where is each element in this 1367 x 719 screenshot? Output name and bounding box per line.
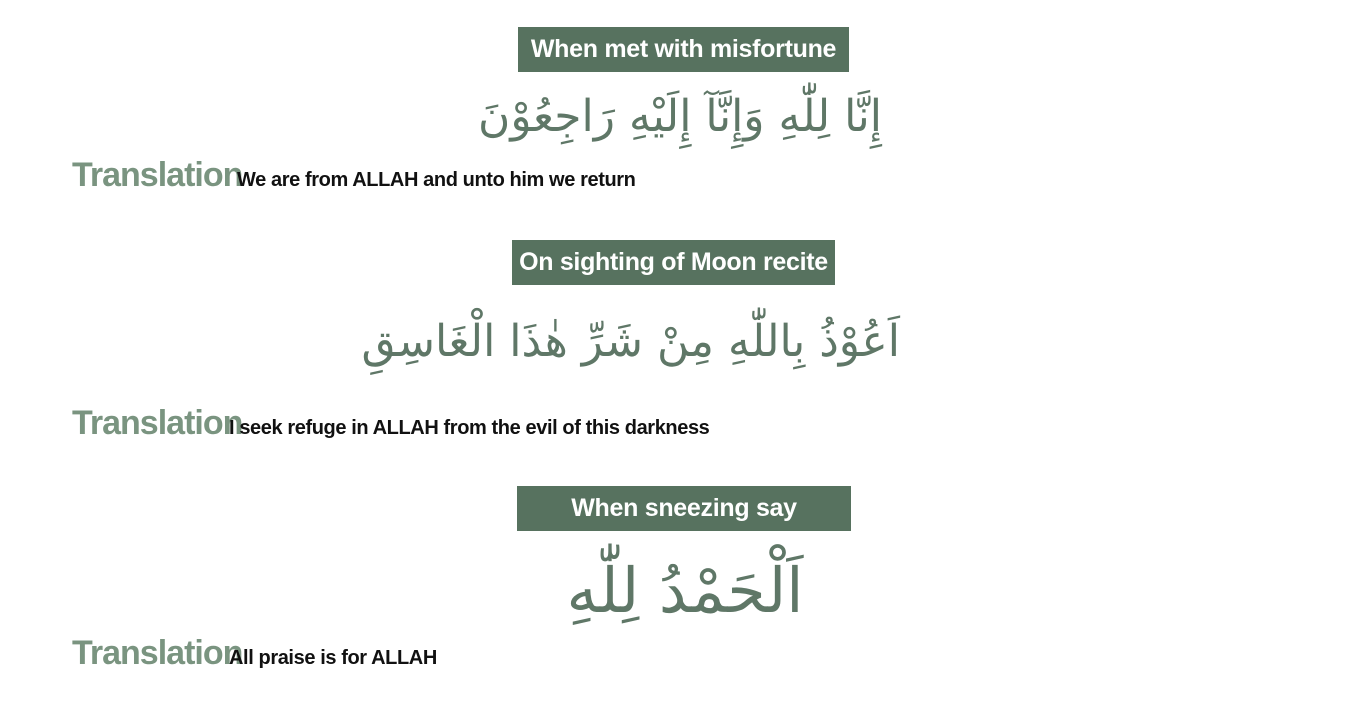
translation-text-moon: I seek refuge in ALLAH from the evil of this darkness	[229, 417, 710, 439]
arabic-verse-misfortune: إِنَّا لِلّٰهِ وَإِنَّآ إِلَيْهِ رَاجِعُوْنَ	[478, 91, 882, 142]
arabic-verse-moon: اَعُوْذُ بِاللّٰهِ مِنْ شَرِّ هٰذَا الْغَاسِقِ	[361, 316, 900, 367]
section-heading-moon: On sighting of Moon recite	[512, 240, 835, 285]
translation-label-sneezing: Translation	[72, 634, 243, 672]
translation-text-misfortune: We are from ALLAH and unto him we return	[237, 169, 636, 191]
section-heading-misfortune: When met with misfortune	[518, 27, 849, 72]
translation-label-moon: Translation	[72, 404, 243, 442]
translation-label-misfortune: Translation	[72, 156, 243, 194]
translation-text-sneezing: All praise is for ALLAH	[229, 647, 437, 669]
section-heading-sneezing: When sneezing say	[517, 486, 851, 531]
arabic-verse-sneezing: اَلْحَمْدُ لِلّٰهِ	[566, 554, 804, 627]
